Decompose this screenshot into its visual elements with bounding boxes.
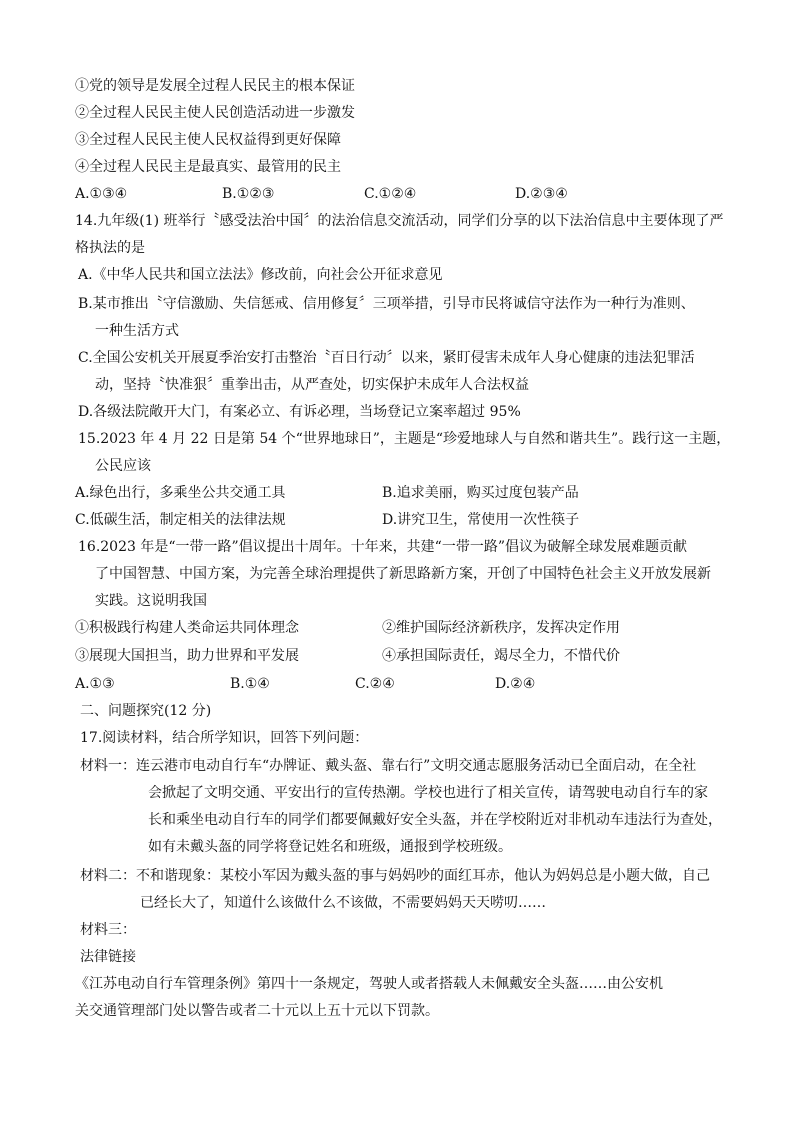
q13-item-1: ①党的领导是发展全过程人民民主的根本保证 [75,78,355,94]
law-link-heading: 法律链接 [80,949,136,965]
q13-option-c: C.①②④ [364,186,417,202]
q16-option-b: B.①④ [230,676,270,692]
q14-stem-line1: 14.九年级(1) 班举行〝感受法治中国〞的法治信息交流活动，同学们分享的以下法治信息中主要体现了严 [75,213,724,229]
q15-option-b: B.追求美丽，购买过度包装产品 [382,485,579,501]
q16-option-a: A.①③ [75,676,115,692]
q14-stem-line2: 格执法的是 [75,240,145,256]
q16-item-1: ①积极践行构建人类命运共同体理念 [75,620,299,636]
q15-option-c: C.低碳生活，制定相关的法律法规 [75,512,286,528]
law-link-line1: 《江苏电动自行车管理条例》第四十一条规定，驾驶人或者搭载人未佩戴安全头盔……由公安机 [75,976,663,992]
q13-item-4: ④全过程人民民主是最真实、最管用的民主 [75,159,341,175]
section-heading: 二、问题探究(12 分) [80,703,212,719]
q16-stem-line1: 16.2023 年是“一带一路”倡议提出十周年。十年来，共建“一带一路”倡议为破解全球发展难题贡献 [78,539,687,555]
q17-material3-label: 材料三： [80,922,136,938]
q17-material2-line2: 已经长大了，知道什么该做什么不该做，不需要妈妈天天唠叨…… [140,895,546,911]
q17-material2-line1: 材料二：不和谐现象：某校小军因为戴头盔的事与妈妈吵的面红耳赤，他认为妈妈总是小题大做，自己 [80,868,710,884]
q16-stem-line2: 了中国智慧、中国方案，为完善全球治理提供了新思路新方案，开创了中国特色社会主义开放发展新 [95,566,711,582]
q14-option-a: A.《中华人民共和国立法法》修改前，向社会公开征求意见 [78,267,443,283]
q16-option-c: C.②④ [355,676,395,692]
q16-item-4: ④承担国际责任，竭尽全力，不惜代价 [382,648,620,664]
q15-stem-line2: 公民应该 [95,458,151,474]
q15-stem-line1: 15.2023 年 4 月 22 日是第 54 个“世界地球日”，主题是“珍爱地球人与自然和谐共生”。践行这一主题， [78,431,731,447]
q16-item-2: ②维护国际经济新秩序，发挥决定作用 [382,620,620,636]
q16-stem-line3: 实践。这说明我国 [95,593,207,609]
q16-option-d: D.②④ [495,676,536,692]
q13-option-a: A.①③④ [75,186,128,202]
q16-item-3: ③展现大国担当，助力世界和平发展 [75,648,299,664]
q14-option-d: D.各级法院敞开大门，有案必立、有诉必理，当场登记立案率超过 95% [78,404,521,420]
q13-item-3: ③全过程人民民主使人民权益得到更好保障 [75,132,341,148]
q13-item-2: ②全过程人民民主使人民创造活动进一步激发 [75,105,355,121]
q17-stem: 17.阅读材料，结合所学知识，回答下列问题： [80,730,369,746]
q15-option-a: A.绿色出行，多乘坐公共交通工具 [75,485,286,501]
q17-material1-line4: 如有未戴头盔的同学将登记姓名和班级，通报到学校班级。 [148,839,512,855]
q13-option-d: D.②③④ [515,186,568,202]
q13-option-b: B.①②③ [222,186,275,202]
q14-option-b-line2: 一种生活方式 [95,323,179,339]
q17-material1-line3: 长和乘坐电动自行车的同学们都要佩戴好安全头盔，并在学校附近对非机动车违法行为查处， [148,812,722,828]
q14-option-c-line2: 动，坚持〝快准狠〞重拳出击，从严查处，切实保护未成年人合法权益 [95,377,529,393]
q17-material1-line2: 会掀起了文明交通、平安出行的宣传热潮。学校也进行了相关宣传，请驾驶电动自行车的家 [148,785,708,801]
law-link-line2: 关交通管理部门处以警告或者二十元以上五十元以下罚款。 [75,1003,439,1019]
q14-option-c-line1: C.全国公安机关开展夏季治安打击整治〝百日行动〞以来，紧盯侵害未成年人身心健康的违法犯罪活 [78,350,695,366]
q14-option-b-line1: B.某市推出〝守信激励、失信惩戒、信用修复〞三项举措，引导市民将诚信守法作为一种行为准则、 [78,296,695,312]
q15-option-d: D.讲究卫生，常使用一次性筷子 [382,512,580,528]
q17-material1-line1: 材料一：连云港市电动自行车“办牌证、戴头盔、靠右行”文明交通志愿服务活动已全面启动，在全社 [80,758,697,774]
